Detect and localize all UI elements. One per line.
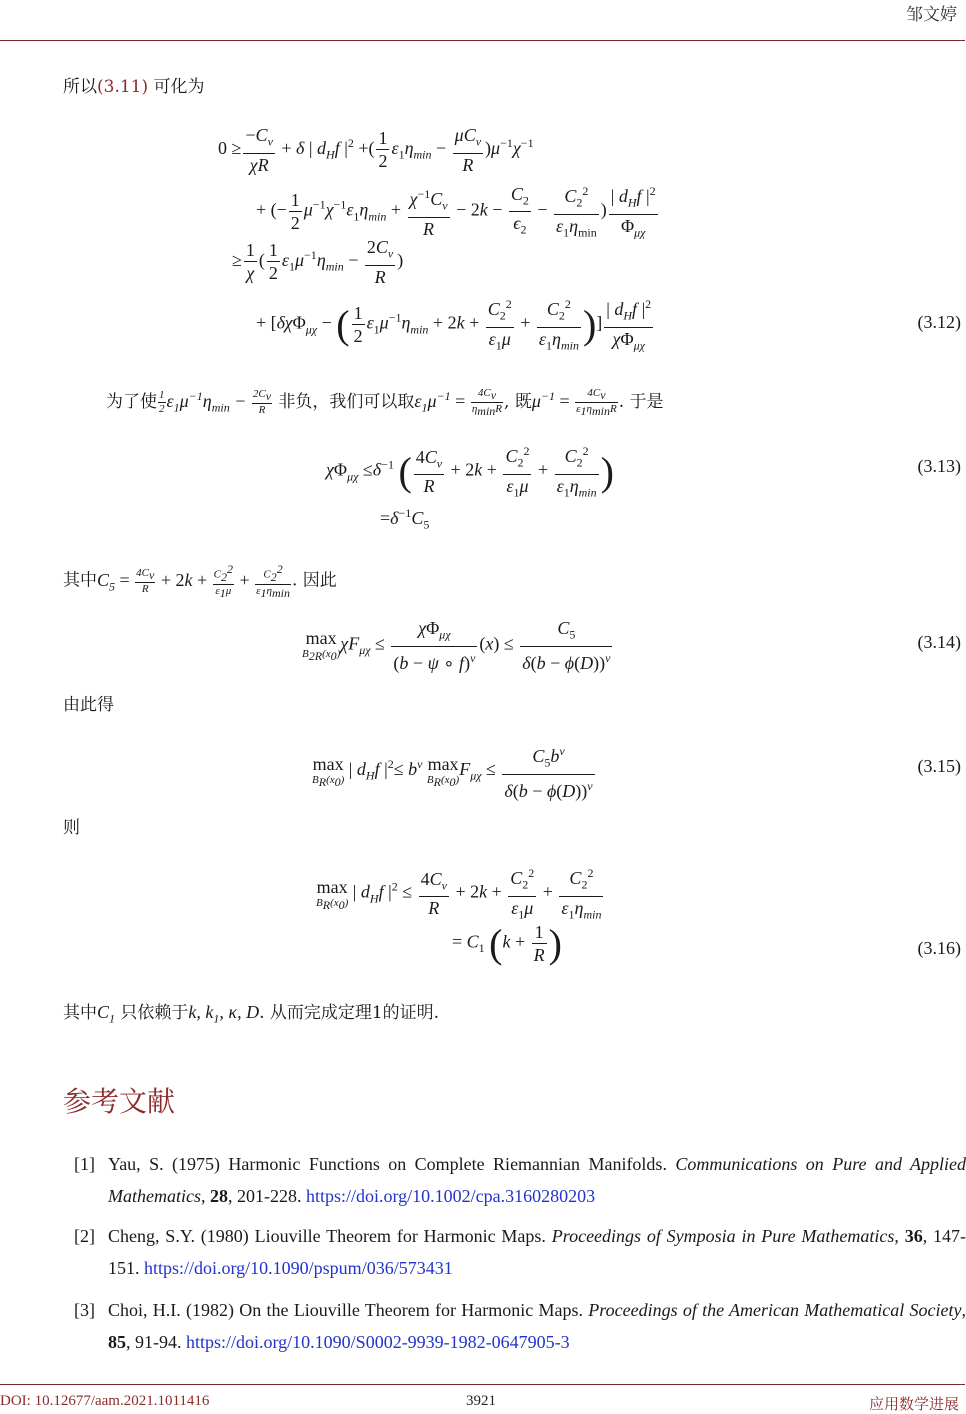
- running-header-author: 邹文婷: [906, 5, 957, 25]
- eq-3-14: max $B_{2R}(x_0)$ $\chi F_{\mu\chi}$ ≤ $\frac{\chi\Phi_{\mu\chi}}{(b - \psi \circ f)^\nu}$ (x) ≤ $\frac{C_5}{\delta(b - \phi(D))^\nu}$: [302, 618, 611, 673]
- eq-number-3-12: (3.12): [917, 312, 961, 332]
- eq-3-16-line-2: = $C_1$ (k + $\frac{1}{R}$ ): [452, 921, 562, 966]
- text-t1a: 为了使: [106, 392, 157, 412]
- eq-3-13-line-2: $=\delta^{-1}C_5$: [380, 506, 430, 532]
- reference-journal: Proceedings of the American Mathematical Society: [588, 1300, 962, 1320]
- text-t1b: 非负，我们可以取: [273, 392, 415, 412]
- text-line-conclusion: 其中$C_1$ 只依赖于k, $k_1$, κ, D. 从而完成定理1的证明.: [63, 1002, 440, 1026]
- reference-doi-link[interactable]: https://doi.org/10.1090/pspum/036/573431: [144, 1258, 453, 1278]
- text-t1c: , 既: [504, 392, 532, 412]
- eq-3-12-line-3: ≥ $\frac{1}{\chi}$ ( $\frac{1}{2}$ $\varepsilon_1\mu^{-1}\eta_{min}$ − $\frac{2C_\nu}{R}$ ): [232, 237, 404, 287]
- reference-number: [2]: [74, 1226, 95, 1246]
- reference-pages: , 201-228.: [227, 1186, 302, 1206]
- reference-volume: 28: [209, 1186, 228, 1206]
- eq-3-12-line-4: + [δχΦ$_{\mu\chi}$ − ( $\frac{1}{2}$ $\varepsilon_1\mu^{-1}\eta_{min} + 2k$ + $\frac{C_2^2}{\varepsilon_1\mu}$ + $\frac{C_2^2}{\varepsilon_1\eta_{min}}$ )] $\frac{| d_Hf |^2}{\chi\Phi_{\mu\chi}}$: [256, 293, 655, 356]
- reference-authors: Yau, S. (1975) Harmonic Functions on Complete Riemannian Manifolds.: [108, 1154, 667, 1174]
- text-line-hence: 由此得: [63, 695, 114, 715]
- eq-number-3-16: (3.16): [917, 938, 961, 958]
- text-line-choice: 为了使 $\frac{1}{2}$ $\varepsilon_1\mu^{-1}\eta_{min}$ − $\frac{2C_\nu}{R}$ 非负，我们可以取$\varepsilon_1\mu^{-1}$ = $\frac{4C_\nu}{\eta_{min}R}$ , 既$\mu^{-1}$ = $\frac{4C_\nu}{\varepsilon_1\eta_{min}R}$ . 于是: [106, 387, 664, 419]
- eq-3-16-line-1: max $B_R(x_0)$ | $d_Hf$ $|^2$ ≤ $\frac{4C_\nu}{R}$ + 2k + $\frac{C_2^2}{\varepsilon_1\mu}$ + $\frac{C_2^2}{\varepsilon_1\eta_{min}}$: [316, 862, 605, 925]
- reference-journal: Communications on Pure and Applied Mathematics: [108, 1154, 966, 1206]
- text-t1d: . 于是: [618, 392, 664, 412]
- reference-journal: Proceedings of Symposia in Pure Mathematics: [551, 1226, 895, 1246]
- equation-ref-link[interactable]: (3.11): [97, 77, 149, 97]
- intro-after: 可化为: [148, 77, 205, 97]
- eq-number-3-15: (3.15): [917, 756, 961, 776]
- eq-3-12-line-2: + (− $\frac{1}{2}$ $\mu^{-1}\chi^{-1}\varepsilon_1\eta_{min}$ + $\frac{\chi^{-1}C_\nu}{R}$ − 2k − $\frac{C_2}{\epsilon_2}$ − $\frac{C_2^2}{\varepsilon_1\eta_{min}}$ ) $\frac{| d_Hf |^2}{\Phi_{\mu\chi}}$: [256, 180, 660, 243]
- text-line-c5: 其中$C_5$ = $\frac{4C_\nu}{R}$ + 2k + $\frac{C_2^2}{\varepsilon_1\mu}$ + $\frac{C_2^2}{\varepsilon_1\eta_{min}}$ . 因此: [63, 562, 337, 601]
- reference-text: Choi, H.I. (1982) On the Liouville Theorem for Harmonic Maps. Proceedings of the American Mathematical Society, 85, 91-94. https://doi.org/10.1090/S0002-9939-1982-0647905-3: [108, 1300, 966, 1352]
- text-t5b: 只依赖于: [115, 1003, 189, 1023]
- reference-doi-link[interactable]: https://doi.org/10.1090/S0002-9939-1982-0647905-3: [186, 1332, 570, 1352]
- reference-authors: Choi, H.I. (1982) On the Liouville Theorem for Harmonic Maps.: [108, 1300, 583, 1320]
- text-t5a: 其中: [63, 1003, 97, 1023]
- text-t5c: . 从而完成定理1的证明.: [259, 1003, 440, 1023]
- footer-journal-name: 应用数学进展: [868, 1395, 959, 1413]
- reference-pages: , 147-151.: [108, 1226, 966, 1278]
- intro-line: [63, 76, 205, 98]
- reference-number: [1]: [74, 1154, 95, 1174]
- intro-text: 所以: [63, 77, 97, 97]
- eq-3-12-line-1: 0 ≥ $\frac{-C_\nu}{\chi R}$ + δ | $d_Hf$ $|^2$ +( $\frac{1}{2}$ $\varepsilon_1\eta_{min}$ − $\frac{\mu C_\nu}{R}$ )$\mu^{-1}\chi^{-1}$: [218, 125, 534, 175]
- header-rule: [0, 40, 965, 41]
- footer-doi[interactable]: DOI: 10.12677/aam.2021.1011416: [0, 1393, 210, 1409]
- reference-doi-link[interactable]: https://doi.org/10.1002/cpa.3160280203: [305, 1186, 596, 1206]
- reference-authors: Cheng, S.Y. (1980) Liouville Theorem for Harmonic Maps.: [108, 1226, 546, 1246]
- eq-3-15: max $B_R(x_0)$ | $d_Hf$ $|^2\le b^\nu$ max $B_R(x_0)$ $F_{\mu\chi}$ ≤ $\frac{C_5b^\nu}{\delta(b - \phi(D))^\nu}$: [312, 740, 597, 802]
- reference-volume: 85: [108, 1332, 126, 1352]
- text-t2a: 其中: [63, 570, 97, 591]
- references-heading: 参考文献: [63, 1085, 176, 1118]
- eq-number-3-13: (3.13): [917, 456, 961, 476]
- footer-rule: [0, 1384, 965, 1385]
- reference-volume: 36: [904, 1226, 923, 1246]
- reference-pages: , 91-94.: [126, 1332, 182, 1352]
- footer-page-number: 3921: [466, 1393, 496, 1409]
- eq-number-3-14: (3.14): [917, 632, 961, 652]
- reference-text: Yau, S. (1975) Harmonic Functions on Complete Riemannian Manifolds. Communications on Pure and Applied Mathematics, 28, 201-228. https://doi.org/10.1002/cpa.3160280203: [108, 1154, 966, 1206]
- reference-text: Cheng, S.Y. (1980) Liouville Theorem for Harmonic Maps. Proceedings of Symposia in Pure Mathematics, 36, 147-151. https://doi.org/10.1090/pspum/036/573431: [108, 1226, 966, 1278]
- eq-3-13-line-1: $\chi\Phi_{\mu\chi} \le\delta^{-1}$ ( $\frac{4C_\nu}{R}$ + 2k + $\frac{C_2^2}{\varepsilon_1\mu}$ + $\frac{C_2^2}{\varepsilon_1\eta_{min}}$ ): [326, 440, 614, 503]
- text-t2b: . 因此: [291, 570, 337, 591]
- text-line-then: 则: [63, 818, 80, 838]
- reference-number: [3]: [74, 1300, 95, 1320]
